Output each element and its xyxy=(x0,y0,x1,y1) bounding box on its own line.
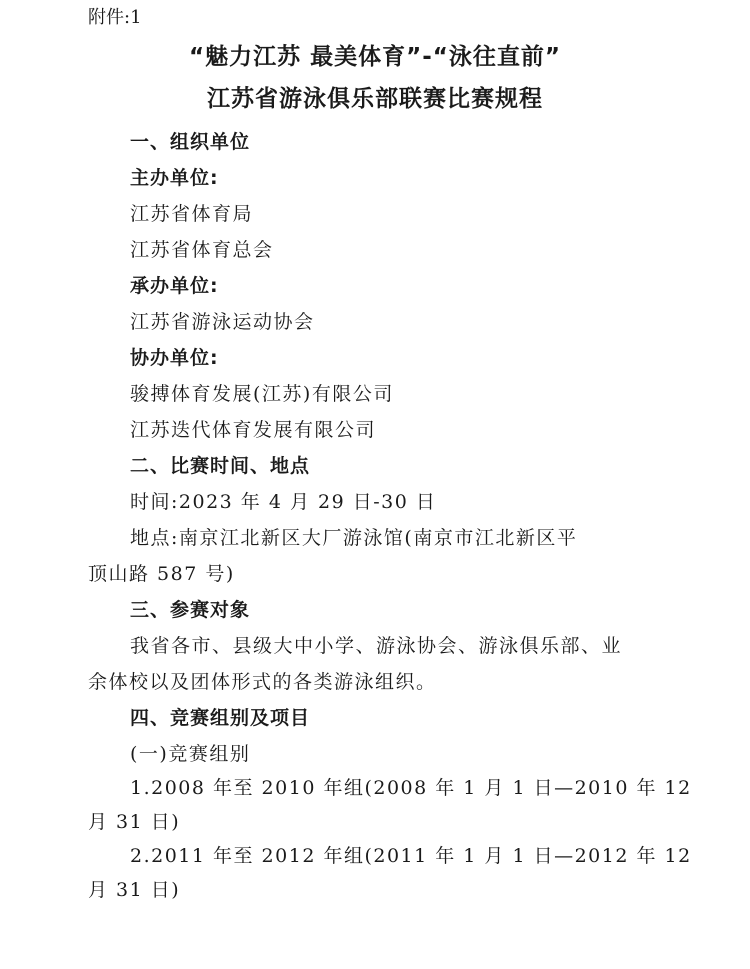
host-label: 主办单位: xyxy=(130,167,219,189)
group-2-line-2: 月 31 日) xyxy=(88,879,181,901)
event-place-line-1: 地点:南京江北新区大厂游泳馆(南京市江北新区平 xyxy=(130,527,578,549)
host-item: 江苏省体育局 xyxy=(130,203,254,225)
attachment-label: 附件:1 xyxy=(88,7,142,28)
co-organizer-item: 骏搏体育发展(江苏)有限公司 xyxy=(130,383,394,405)
section-heading-organizers: 一、组织单位 xyxy=(130,131,251,153)
organizer-item: 江苏省游泳运动协会 xyxy=(130,311,315,333)
participants-line-2: 余体校以及团体形式的各类游泳组织。 xyxy=(88,671,437,693)
section-heading-participants: 三、参赛对象 xyxy=(130,599,251,621)
title-line-1: “魅力江苏 最美体育”-“泳往直前” xyxy=(188,44,562,70)
group-1-line-2: 月 31 日) xyxy=(88,811,181,833)
group-2-line-1: 2.2011 年至 2012 年组(2011 年 1 月 1 日—2012 年 12 xyxy=(130,845,692,867)
co-organizer-item: 江苏迭代体育发展有限公司 xyxy=(130,419,377,441)
event-place-line-2: 顶山路 587 号) xyxy=(88,563,235,585)
subsection-groups: (一)竞赛组别 xyxy=(130,743,251,765)
section-heading-groups: 四、竞赛组别及项目 xyxy=(130,707,311,729)
organizer-label: 承办单位: xyxy=(130,275,219,297)
co-organizer-label: 协办单位: xyxy=(130,347,219,369)
title-line-2: 江苏省游泳俱乐部联赛比赛规程 xyxy=(207,86,543,112)
group-1-line-1: 1.2008 年至 2010 年组(2008 年 1 月 1 日—2010 年 12 xyxy=(130,777,692,799)
section-heading-time-place: 二、比赛时间、地点 xyxy=(130,455,311,477)
host-item: 江苏省体育总会 xyxy=(130,239,274,261)
event-time: 时间:2023 年 4 月 29 日-30 日 xyxy=(130,491,437,513)
participants-line-1: 我省各市、县级大中小学、游泳协会、游泳俱乐部、业 xyxy=(130,635,623,657)
